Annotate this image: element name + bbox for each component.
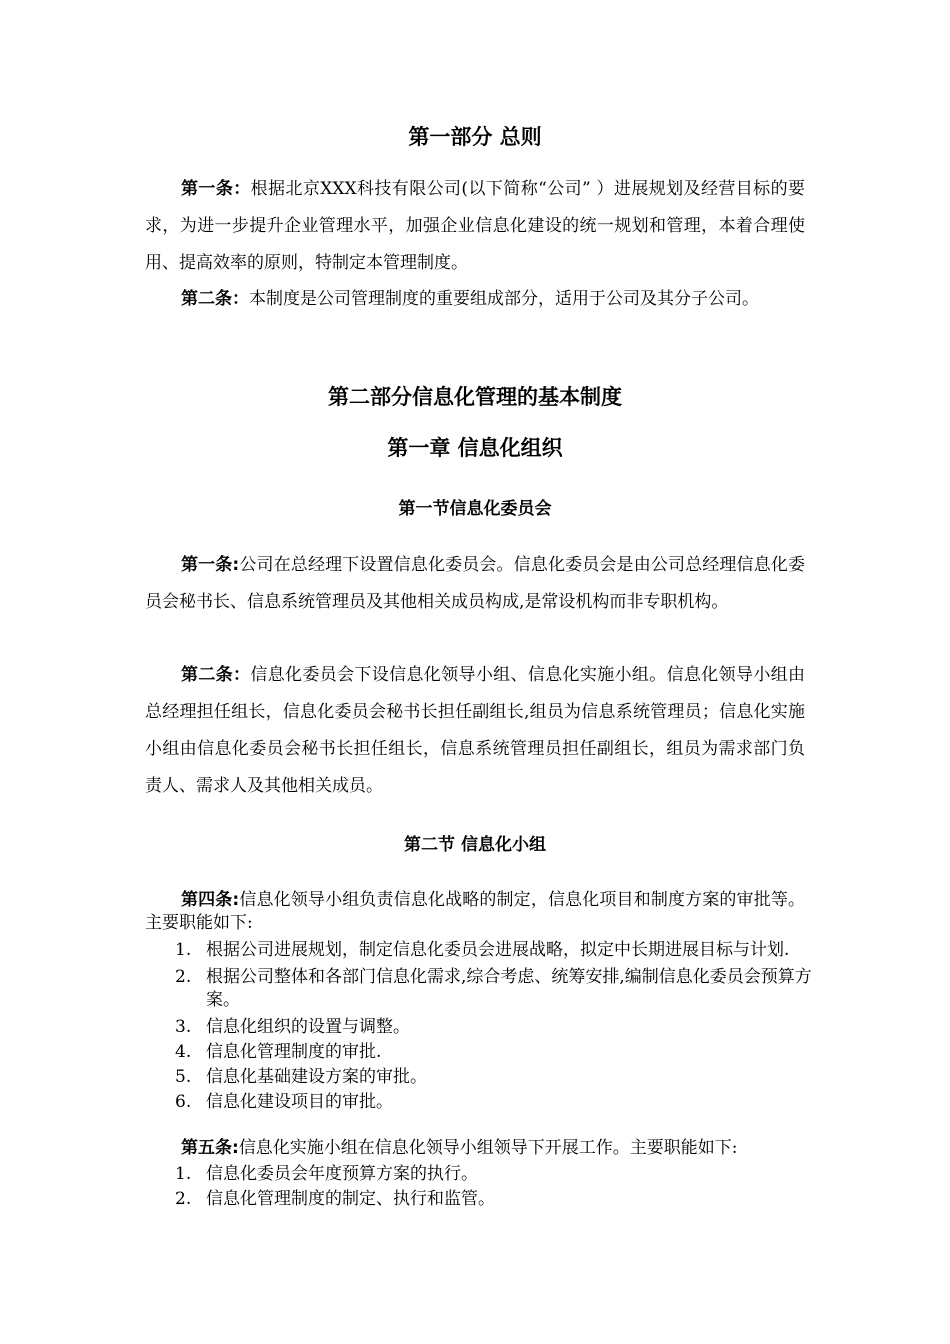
list-item-number: 2. bbox=[175, 1189, 192, 1209]
list-item bbox=[175, 1066, 815, 1089]
article-lead: 第一条: bbox=[181, 555, 240, 575]
part1-title: 第一部分 总则 bbox=[408, 125, 542, 149]
list-item-text: 信息化管理制度的制定、执行和监管。 bbox=[206, 1189, 495, 1209]
article4-duties-list bbox=[175, 939, 815, 1114]
list-item-number: 5. bbox=[175, 1067, 192, 1087]
article-text: 信息化实施小组在信息化领导小组领导下开展工作。主要职能如下: bbox=[238, 1138, 738, 1158]
part1-article1 bbox=[145, 171, 805, 282]
list-item-number: 6. bbox=[175, 1092, 192, 1112]
article-text: 信息化委员会下设信息化领导小组、信息化实施小组。信息化领导小组由总经理担任组长，信息化委员会秘书长担任副组长,组员为信息系统管理员；信息化实施小组由信息化委员会秘书长担任组长，信息系统管理员担任副组长，组员为需求部门负责人、需求人及其他相关成员。 bbox=[145, 665, 806, 796]
article-lead: 第四条: bbox=[181, 890, 240, 910]
list-item-text: 信息化管理制度的审批. bbox=[206, 1042, 382, 1062]
section1-title: 第一节信息化委员会 bbox=[398, 499, 552, 519]
chapter1-title: 第一章 信息化组织 bbox=[387, 436, 563, 460]
part1-article2 bbox=[145, 281, 805, 318]
section2-article4 bbox=[145, 889, 805, 935]
list-item bbox=[175, 1163, 815, 1186]
section1-article2 bbox=[145, 657, 805, 805]
list-item bbox=[175, 966, 815, 1012]
list-item-number: 2. bbox=[175, 967, 192, 987]
article-lead: 第二条： bbox=[181, 289, 249, 309]
article-lead: 第二条： bbox=[181, 665, 251, 685]
list-item bbox=[175, 1041, 815, 1064]
article-text: 信息化领导小组负责信息化战略的制定，信息化项目和制度方案的审批等。主要职能如下: bbox=[145, 890, 805, 933]
article-lead: 第五条: bbox=[181, 1138, 239, 1158]
list-item-number: 1. bbox=[175, 1164, 192, 1184]
section2-article5 bbox=[145, 1137, 825, 1160]
list-item-text: 信息化基础建设方案的审批。 bbox=[206, 1067, 427, 1087]
list-item-number: 3. bbox=[175, 1017, 192, 1037]
article-text: 本制度是公司管理制度的重要组成部分，适用于公司及其分子公司。 bbox=[249, 289, 759, 309]
list-item bbox=[175, 939, 815, 962]
list-item-text: 信息化委员会年度预算方案的执行。 bbox=[206, 1164, 478, 1184]
list-item-text: 根据公司进展规划，制定信息化委员会进展战略，拟定中长期进展目标与计划. bbox=[206, 940, 790, 960]
section1-article1 bbox=[145, 547, 805, 621]
list-item-text: 信息化建设项目的审批。 bbox=[206, 1092, 393, 1112]
list-item-text: 根据公司整体和各部门信息化需求,综合考虑、统筹安排,编制信息化委员会预算方案。 bbox=[206, 967, 812, 1010]
list-item-number: 4. bbox=[175, 1042, 192, 1062]
article-text: 根据北京XXX科技有限公司(以下简称“公司” ）进展规划及经营目标的要求，为进一步提升企业管理水平，加强企业信息化建设的统一规划和管理，本着合理使用、提高效率的原则，特制定本管理制度。 bbox=[145, 179, 806, 273]
list-item bbox=[175, 1188, 815, 1211]
part2-title: 第二部分信息化管理的基本制度 bbox=[328, 385, 622, 409]
list-item bbox=[175, 1091, 815, 1114]
section2-title: 第二节 信息化小组 bbox=[404, 835, 546, 855]
list-item bbox=[175, 1016, 815, 1039]
article-lead: 第一条： bbox=[181, 179, 251, 199]
list-item-number: 1. bbox=[175, 940, 192, 960]
article5-duties-list bbox=[175, 1163, 815, 1211]
article-text: 公司在总经理下设置信息化委员会。信息化委员会是由公司总经理信息化委员会秘书长、信息系统管理员及其他相关成员构成,是常设机构而非专职机构。 bbox=[145, 555, 805, 612]
list-item-text: 信息化组织的设置与调整。 bbox=[206, 1017, 410, 1037]
